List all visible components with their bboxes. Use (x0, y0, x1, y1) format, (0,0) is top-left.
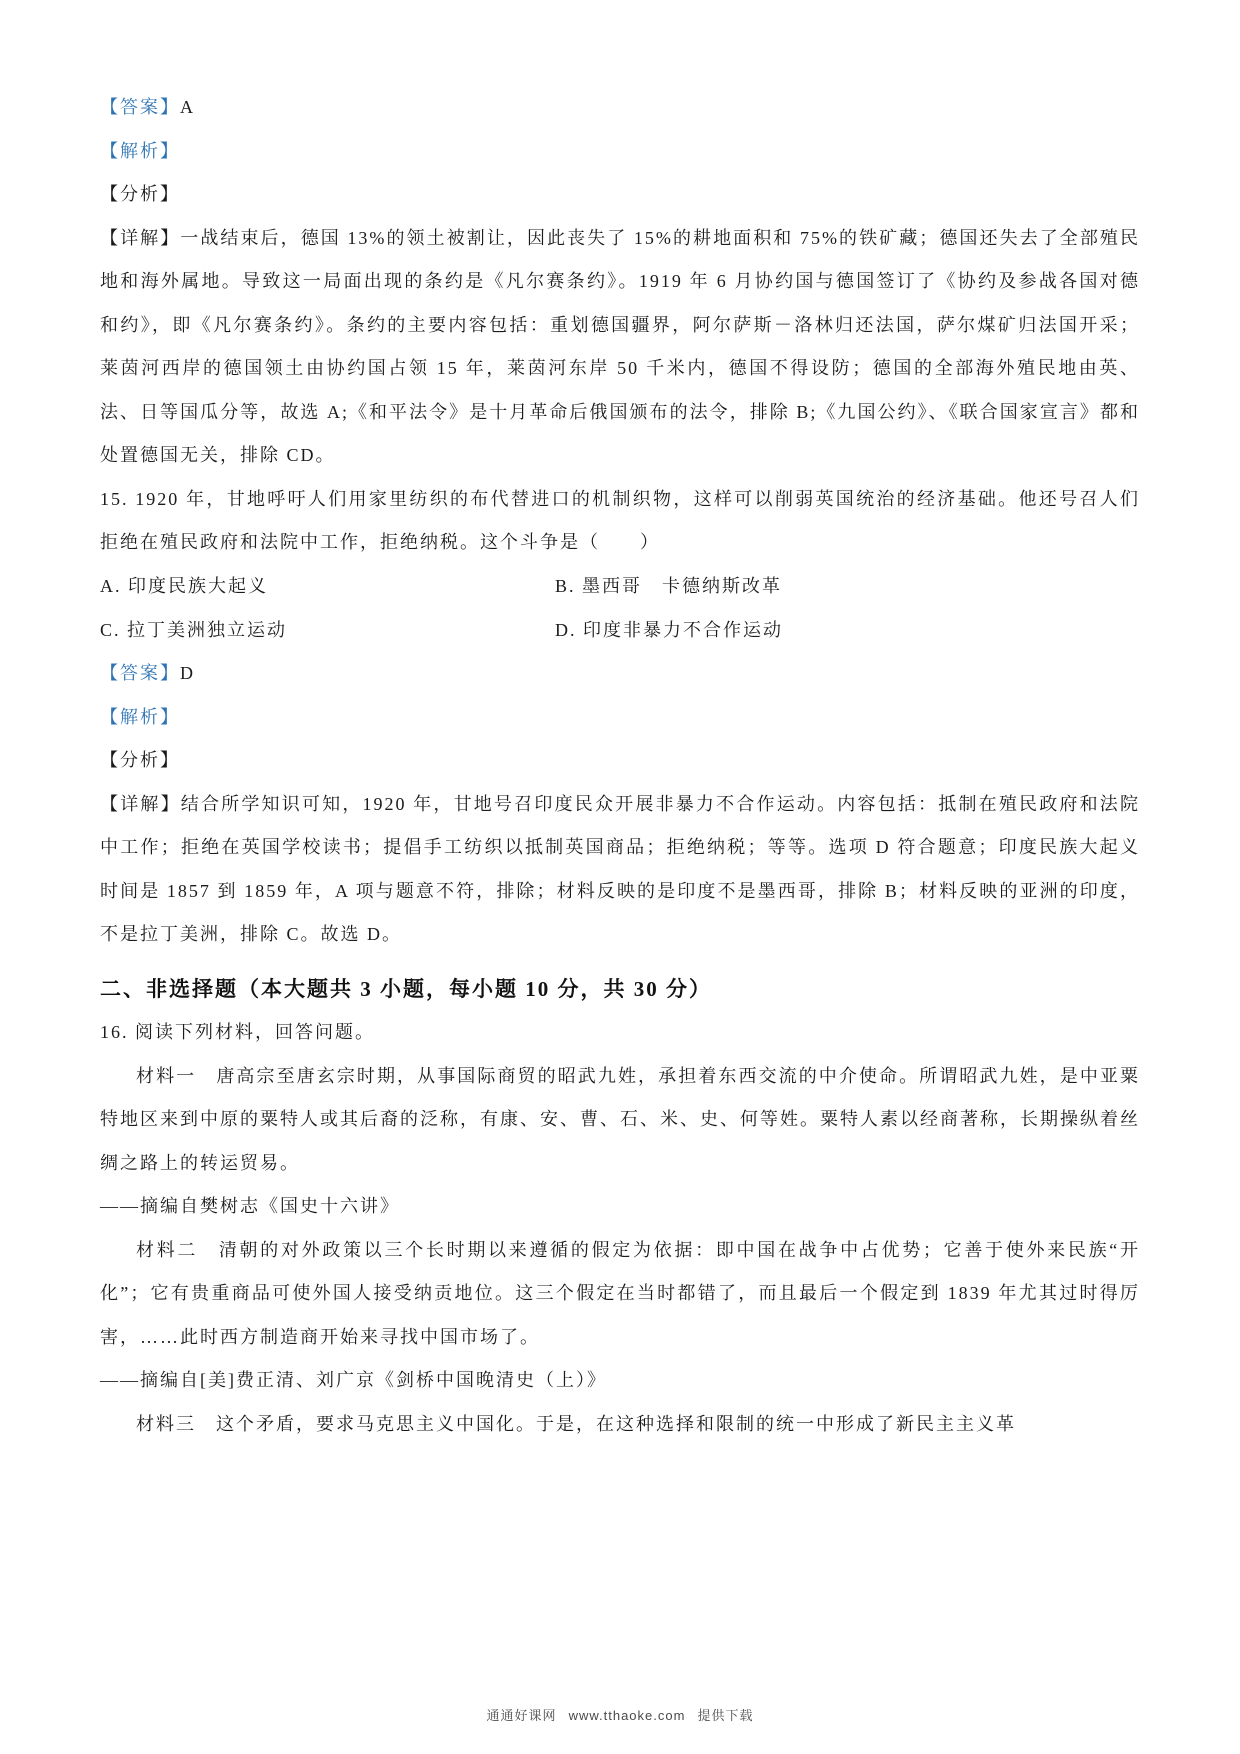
question-16-intro: 16. 阅读下列材料，回答问题。 (100, 1022, 375, 1043)
jiexi-line-q15 (100, 696, 1140, 740)
fenxi-line-q14 (100, 173, 1140, 217)
fenxi-label: 【分析】 (100, 184, 180, 205)
fenxi-label: 【分析】 (100, 750, 180, 771)
material-2-source: ——摘编自[美]费正清、刘广京《剑桥中国晚清史（上）》 (100, 1370, 607, 1391)
material-1-source: ——摘编自樊树志《国史十六讲》 (100, 1196, 400, 1217)
answer-value: A (180, 97, 195, 117)
option-d: D. 印度非暴力不合作运动 (555, 619, 783, 640)
answer-label: 【答案】 (100, 97, 180, 117)
question-15-options (100, 565, 1140, 652)
question-15-stem: 15. 1920 年，甘地呼吁人们用家里纺织的布代替进口的机制织物，这样可以削弱英国统治的经济基础。他还号召人们拒绝在殖民政府和法院中工作，拒绝纳税。这个斗争是（ ） (100, 488, 1140, 553)
answer-label: 【答案】 (100, 663, 180, 684)
answer-line-q15 (100, 652, 1140, 696)
option-c: C. 拉丁美洲独立运动 (100, 619, 288, 640)
answer-value: D (180, 663, 195, 684)
footer-site-name: 通通好课网 (486, 1708, 557, 1723)
fenxi-line-q15 (100, 739, 1140, 783)
detail-paragraph-q15: 【详解】结合所学知识可知，1920 年，甘地号召印度民众开展非暴力不合作运动。内容包括：抵制在殖民政府和法院中工作；拒绝在英国学校读书；提倡手工纺织以抵制英国商品；拒绝纳税；等等。选项 D 符合题意；印度民族大起义时间是 1857 到 1859 年，A 项与题意不符，排除；材料反映的是印度不是墨西哥，排除 B；材料反映的亚洲的印度，不是拉丁美洲，排除 C。故选 D。 (100, 793, 1140, 945)
material-3-paragraph: 材料三 这个矛盾，要求马克思主义中国化。于是，在这种选择和限制的统一中形成了新民主主义革 (136, 1413, 1016, 1434)
answer-line-q14 (100, 86, 1140, 130)
jiexi-line-q14 (100, 130, 1140, 174)
material-1-paragraph: 材料一 唐高宗至唐玄宗时期，从事国际商贸的昭武九姓，承担着东西交流的中介使命。所谓昭武九姓，是中亚粟特地区来到中原的粟特人或其后裔的泛称，有康、安、曹、石、米、史、何等姓。粟特人素以经商著称，长期操纵着丝绸之路上的转运贸易。 (100, 1065, 1140, 1173)
jiexi-label: 【解析】 (100, 140, 180, 161)
detail-paragraph-q14: 【详解】一战结束后，德国 13%的领土被割让，因此丧失了 15%的耕地面积和 75%的铁矿藏；德国还失去了全部殖民地和海外属地。导致这一局面出现的条约是《凡尔赛条约》。1919 年 6 月协约国与德国签订了《协约及参战各国对德和约》，即《凡尔赛条约》。条约的主要内容包括：重划德国疆界，阿尔萨斯－洛林归还法国，萨尔煤矿归法国开采；莱茵河西岸的德国领土由协约国占领 15 年，莱茵河东岸 50 千米内，德国不得设防；德国的全部海外殖民地由英、法、日等国瓜分等，故选 A;《和平法令》是十月革命后俄国颁布的法令，排除 B;《九国公约》、《联合国家宣言》都和处置德国无关，排除 CD。 (100, 227, 1140, 466)
section-2-heading: 二、非选择题（本大题共 3 小题，每小题 10 分，共 30 分） (100, 976, 712, 1001)
option-a: A. 印度民族大起义 (100, 576, 268, 597)
footer-suffix: 提供下载 (697, 1708, 754, 1723)
footer-url: www.tthaoke.com (568, 1708, 686, 1723)
option-b: B. 墨西哥 卡德纳斯改革 (555, 576, 783, 597)
page-footer (0, 1705, 1240, 1724)
jiexi-label: 【解析】 (100, 706, 180, 727)
material-2-paragraph: 材料二 清朝的对外政策以三个长时期以来遵循的假定为依据：即中国在战争中占优势；它善于使外来民族“开化”；它有贵重商品可使外国人接受纳贡地位。这三个假定在当时都错了，而且最后一个假定到 1839 年尤其过时得厉害，……此时西方制造商开始来寻找中国市场了。 (100, 1239, 1140, 1347)
